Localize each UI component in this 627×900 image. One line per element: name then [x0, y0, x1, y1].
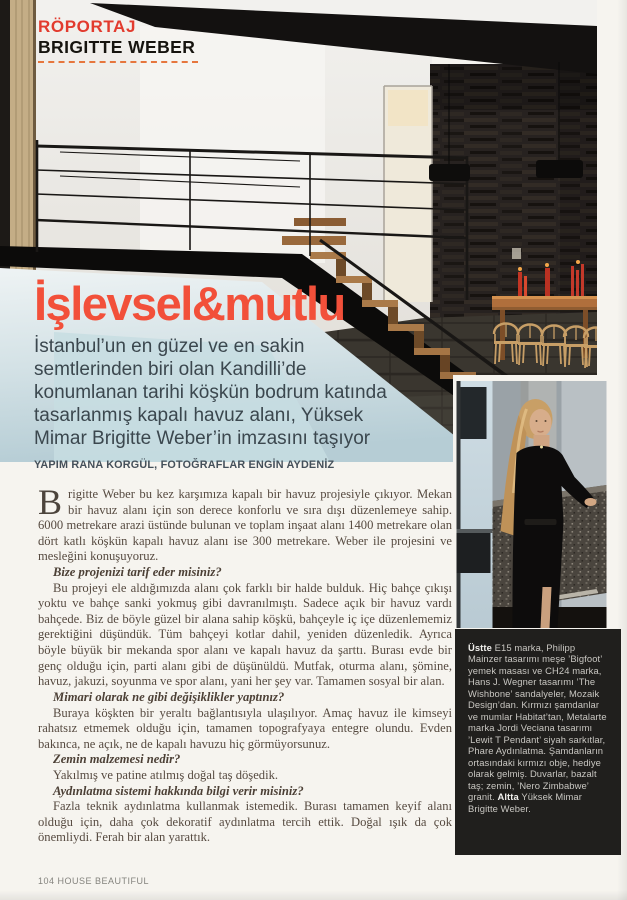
standfirst-line: Mimar Brigitte Weber’in imzasını taşıyor	[34, 427, 371, 449]
standfirst-line: tasarlanmış kapalı havuz alanı, Yüksek	[34, 404, 364, 426]
caption-label-ustte: Üstte	[468, 642, 492, 653]
standfirst-line: konumlanan tarihi köşkün bodrum katında	[34, 381, 387, 403]
page-header	[38, 17, 198, 63]
question-1: Bize projenizi tarif eder misiniz?	[53, 565, 222, 580]
standfirst-line: semtlerinden biri olan Kandilli’de	[34, 358, 307, 380]
standfirst-line: İstanbul’un en güzel ve en sakin	[34, 335, 305, 357]
caption-paragraph	[468, 642, 609, 814]
answer-4: Fazla teknik aydınlatma kullanmak istemedik. Burası tamamen keyif alanı olduğu için, daha çok dekoratif aydınlatma tercih ettik. Doğal ışık da çok önemliydi. Ferah bir alan yarattık.	[38, 799, 452, 845]
doorway	[384, 86, 432, 302]
answer-3: Yakılmış ve patine atılmış doğal taş döşedik.	[53, 767, 279, 782]
portrait-scene	[456, 381, 607, 628]
dark-panel	[461, 387, 487, 439]
page-footer-folio: 104 HOUSE BEAUTIFUL	[38, 876, 150, 886]
article-body	[38, 482, 452, 846]
portrait-photo-brigitte-weber	[456, 381, 607, 628]
dashed-rule	[38, 61, 198, 63]
scan-edge-shade-bottom	[0, 890, 627, 900]
article-title: İşlevsel&mutlu	[34, 277, 345, 330]
byline: YAPIM RANA KORGÜL, FOTOĞRAFLAR ENGİN AYDENİZ	[34, 458, 335, 471]
photo-caption-box	[455, 629, 621, 855]
caption-text-altta: Yüksek Mimar Brigitte Weber.	[468, 791, 582, 814]
caption-label-altta: Altta	[497, 791, 519, 803]
monitor	[457, 533, 491, 573]
article-standfirst	[34, 336, 464, 451]
question-4: Aydınlatma sistemi hakkında bilgi verir misiniz?	[53, 783, 304, 798]
necklace	[540, 446, 543, 449]
answer-2: Buraya köşkten bir yeraltı bağlantısıyla ulaşılıyor. Amaç havuz ile kimseyi rahatsız etmemek olduğu için, tamamen topografyaya entegre olundu. Evden bakınca, ne açık, ne de kapalı havuzu hiç görmüyorsunuz.	[38, 705, 452, 751]
hand	[585, 498, 597, 506]
lead-paragraph	[38, 482, 452, 565]
kicker-label: RÖPORTAJ	[38, 17, 136, 36]
belt	[525, 519, 557, 525]
hero-block	[34, 277, 464, 471]
lead-text: rigitte Weber bu kez karşımıza kapalı bir havuz projesiyle çıkıyor. Mekan bir havuz alanı için son derece konforlu ve sıra dışı düzenlemeye sahip. 6000 metrekare arazi üstünde bulunan ve toplam inşaat alanı 1400 metrekare olan dört katlı köşkün kapalı havuz alanı ise 300 metrekare. Weber ile projesini ve mesleğini konuşuyoruz.	[38, 487, 452, 564]
question-2: Mimari olarak ne gibi değişiklikler yaptınız?	[53, 689, 285, 704]
architect-name: BRIGITTE WEBER	[38, 36, 196, 57]
face	[530, 409, 552, 437]
drop-cap: B	[38, 482, 63, 522]
wall-socket	[512, 248, 521, 259]
caption-text-ustte: E15 marka, Philipp Mainzer tasarımı meşe ’Bigfoot’ yemek masası ve CH24 marka, Hans J. Wegner tasarımı ’The Wishbone’ sandalyeler, Mozaik Design’dan. Kırmızı şamdanlar ve mumlar Habitat’tan, Metalarte marka Jordi Veciana tasarımı ’Lewit T Pendant’ siyah sarkıtlar, Phare Aydınlatma. Şamdanların ortasındaki kırmızı obje, hediye olarak gelmiş. Duvarlar, bazalt taş; zemin, ’Nero Zimbabwe’ granit.	[468, 642, 607, 803]
question-3: Zemin malzemesi nedir?	[53, 752, 181, 767]
scan-edge-shade-right	[617, 0, 627, 900]
answer-1: Bu projeyi ele aldığımızda alanı çok farklı bir halde bulduk. Hiç bahçe çıkışı yoktu ve bahçe sanki yokmuş gibi davranılmıştı. Sadece açık bir havuz vardı bahçede. Biz de böyle güzel bir alana sahip köşkü, bahçeyle iç içe düzenlememiz gerektiğini düşündük. Tüm bahçeyi kotlar dahil, yeniden düzenledik. Ayrıca böyle büyük bir mekanda spor alanı ve kapalı havuz da şarttı. Burası evde bir genç olduğu için, parti alanı gibi de düşünüldü. Mutfak, oturma alanı, şömine, havuz, jakuzi, soyunma ve spor alanı, yani her şey var. Tamamen sosyal bir alan.	[38, 580, 452, 689]
